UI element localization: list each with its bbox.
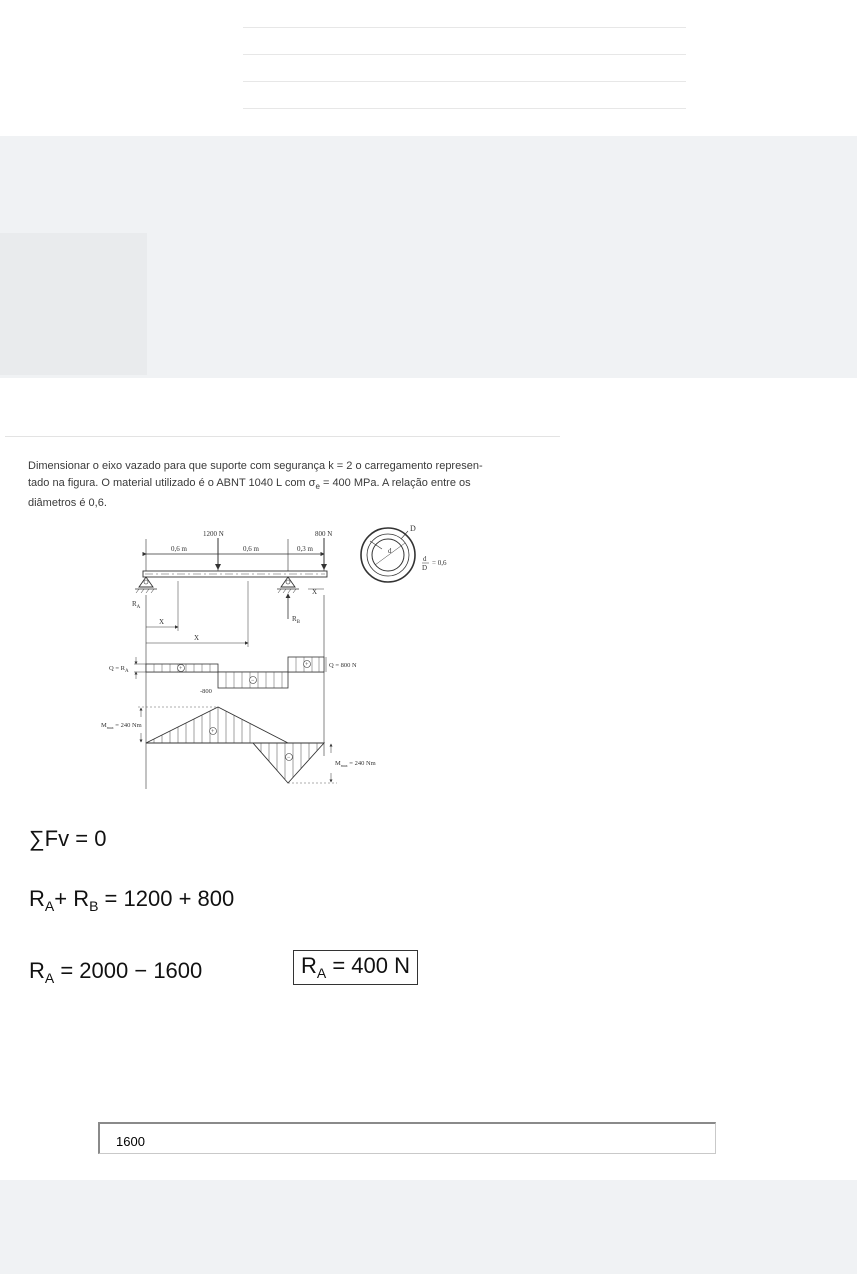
x-label-2: X: [194, 634, 200, 642]
dim-label-2: 0,6 m: [243, 545, 259, 553]
footer-band: [0, 1180, 857, 1274]
divider-3: [243, 81, 686, 82]
x-label-1: X: [159, 618, 165, 626]
problem-line-3: diâmetros é 0,6.: [28, 497, 107, 510]
load-label-1: 1200 N: [203, 530, 224, 538]
equation-reactions-sum: [29, 886, 234, 914]
eq2-rb: + R: [54, 886, 90, 911]
m-left-value: = 240 Nm: [113, 722, 142, 729]
equation-ra-solve: [29, 958, 202, 986]
ra-label: R: [132, 600, 137, 608]
equation-sum-forces: ∑Fv = 0: [29, 826, 107, 851]
m-right-value: = 240 Nm: [347, 760, 376, 767]
moment-positive: [146, 707, 288, 743]
eq3-rest: = 2000 − 1600: [54, 958, 203, 983]
boxed-ra: R: [301, 953, 317, 978]
eq3-ra-sub: A: [44, 970, 55, 986]
problem-line-2-prefix: tado na figura. O material utilizado é o ABNT 1040 L com σ: [28, 477, 316, 489]
moment-plus: +: [211, 729, 215, 735]
svg-text:RB: [292, 615, 301, 625]
beam: [143, 571, 327, 577]
shear-plus-1: +: [179, 666, 183, 672]
q-mid-label: -800: [200, 688, 212, 695]
rb-label: R: [292, 615, 297, 623]
rb-sub: B: [296, 620, 301, 625]
q-right-label: Q = 800 N: [329, 662, 357, 669]
eq2-ra: R: [29, 886, 45, 911]
cross-section-inner: [372, 539, 404, 571]
placeholder-image: [0, 233, 147, 375]
m-right-label: M: [335, 760, 341, 767]
ratio-numerator: d: [423, 555, 427, 563]
boxed-result: [293, 950, 418, 985]
divider-4: [243, 108, 686, 109]
problem-statement: [28, 458, 558, 512]
shear-minus: −: [251, 678, 255, 684]
load-label-2: 800 N: [315, 530, 333, 538]
shear-plus-2: +: [305, 662, 309, 668]
m-right-sub: max: [340, 763, 348, 768]
eq2-rest: = 1200 + 800: [98, 886, 235, 911]
boxed-ra-sub: A: [316, 965, 327, 981]
problem-line-2-suffix: = 400 MPa. A relação entre os: [319, 477, 471, 489]
x-label-3: X: [312, 588, 318, 596]
q-left-sub: A: [124, 669, 129, 674]
boxed-value: = 400 N: [326, 953, 411, 978]
m-left-label: M: [101, 722, 107, 729]
answer-input[interactable]: [98, 1122, 716, 1154]
ratio-value: = 0,6: [432, 559, 447, 567]
divider-1: [243, 27, 686, 28]
support-b: [281, 577, 295, 587]
dim-label-3: 0,3 m: [297, 545, 313, 553]
moment-minus: −: [287, 755, 291, 761]
eq2-rb-sub: B: [89, 898, 99, 914]
m-left-sub: max: [106, 725, 114, 730]
inner-d-label: d: [388, 547, 392, 555]
beam-diagram: [101, 521, 485, 793]
dim-label-1: 0,6 m: [171, 545, 187, 553]
eq3-ra: R: [29, 958, 45, 983]
svg-text:Q = RA: [109, 665, 129, 674]
ra-sub: A: [136, 605, 141, 610]
support-a: [139, 577, 153, 587]
svg-text:RA: [132, 600, 141, 610]
outer-d-label: D: [410, 524, 416, 533]
divider-2: [243, 54, 686, 55]
moment-negative: [253, 743, 324, 783]
q-left-label: Q = R: [109, 665, 125, 672]
section-divider: [5, 436, 560, 437]
problem-sigma-sub: e: [315, 482, 320, 492]
eq2-ra-sub: A: [44, 898, 55, 914]
ratio-denominator: D: [422, 564, 428, 572]
svg-text:Mmax = 240 Nm: [101, 722, 142, 730]
problem-line-1: Dimensionar o eixo vazado para que suporte com segurança k = 2 o carregamento represen-: [28, 460, 483, 472]
svg-text:Mmax = 240 Nm: [335, 760, 376, 768]
